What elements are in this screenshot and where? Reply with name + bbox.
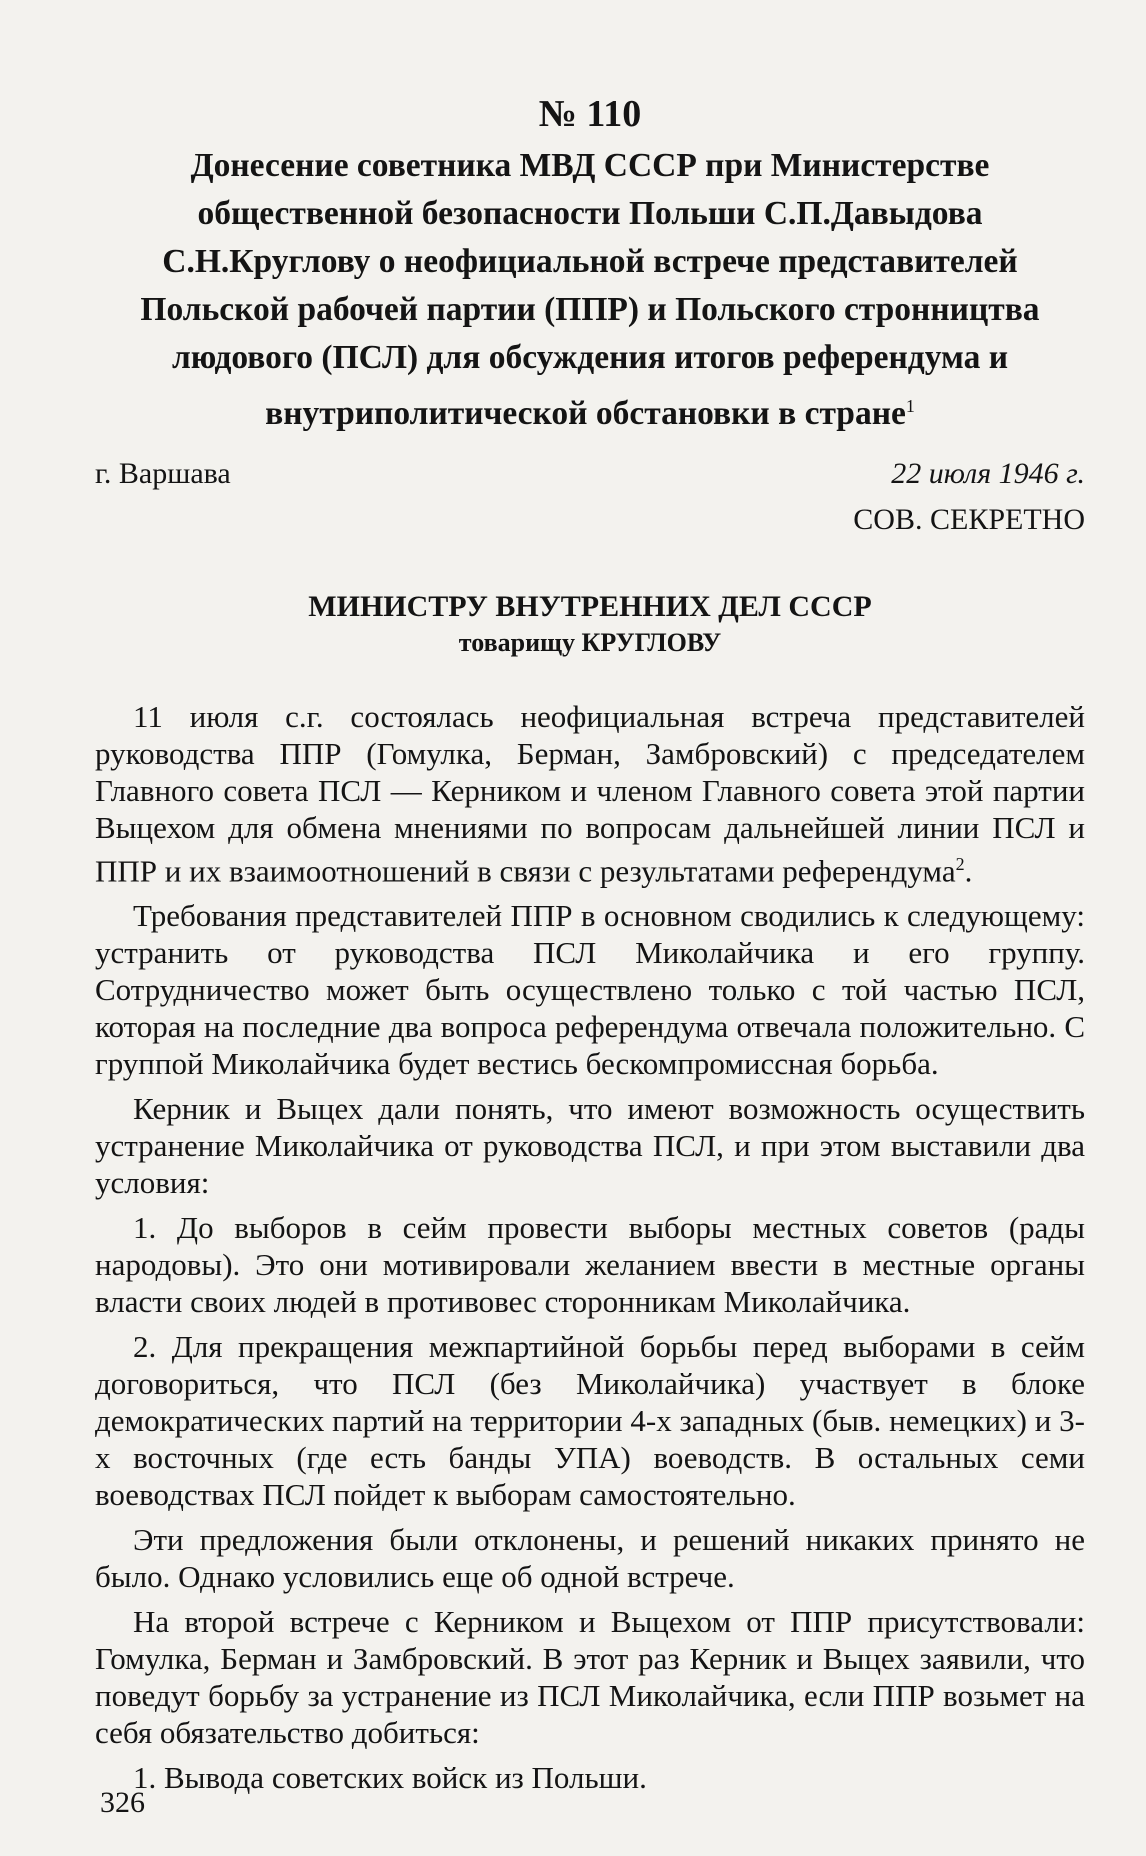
paragraph: Керник и Выцех дали понять, что имеют возможность осуществить устранение Миколайчика от руководства ПСЛ, и при этом выставили два условия:	[95, 1091, 1085, 1201]
document-heading	[95, 142, 1085, 438]
paragraph	[95, 698, 1085, 889]
paragraph: 1. Вывода советских войск из Польши.	[133, 1760, 647, 1796]
heading-footnote-marker: 1	[905, 396, 915, 416]
paragraph-tail: .	[964, 853, 973, 889]
paragraph-text: 11 июля с.г. состоялась неофициальная встреча представителей руководства ППР (Гомулка, Берман, Замбровский) с председателем Главного совета ПСЛ — Керником и членом Главного совета этой партии Выцехом для обмена мнениями по вопросам дальнейшей линии ПСЛ и ППР и их взаимоотношений в связи с результатами референдума	[95, 699, 1085, 889]
document-number: № 110	[538, 93, 642, 135]
date: 22 июля 1946 г.	[891, 457, 1085, 491]
paragraph: 1. До выборов в сейм провести выборы местных советов (рады народовы). Это они мотивировали желанием ввести в местные органы власти своих людей в противовес сторонникам Миколайчика.	[95, 1210, 1085, 1320]
paragraph: Эти предложения были отклонены, и решений никаких принято не было. Однако условились еще об одной встрече.	[95, 1522, 1085, 1595]
classification-stamp: СОВ. СЕКРЕТНО	[853, 503, 1085, 537]
body-text	[95, 698, 1085, 1796]
document-page	[95, 92, 1085, 1804]
place-date-row	[95, 454, 1085, 494]
addressee-name: товарищу КРУГЛОВУ	[458, 628, 722, 658]
paragraph: На второй встрече с Керником и Выцехом от ППР присутствовали: Гомулка, Берман и Замбровский. В этот раз Керник и Выцех заявили, что поведут борьбу за устранение из ПСЛ Миколайчика, если ППР возьмет на себя обязательство добиться:	[95, 1604, 1085, 1751]
page-number: 326	[100, 1786, 145, 1819]
title-block	[95, 92, 1085, 438]
paragraph: 2. Для прекращения межпартийной борьбы перед выборами в сейм договориться, что ПСЛ (без Миколайчика) участвует в блоке демократических партий на территории 4-х западных (быв. немецких) и 3-х восточных (где есть банды УПА) воеводств. В остальных семи воеводствах ПСЛ пойдет к выборам самостоятельно.	[95, 1329, 1085, 1513]
document-heading-text: Донесение советника МВД СССР при Министерстве общественной безопасности Польши С.П.Давыдова С.Н.Круглову о неофициальной встрече представителей Польской рабочей партии (ППР) и Польского стронництва людового (ПСЛ) для обсуждения итогов референдума и внутриполитической обстановки в стране	[140, 147, 1040, 433]
addressee-block	[95, 588, 1085, 660]
footnote-marker: 2	[955, 854, 965, 875]
place: г. Варшава	[95, 457, 231, 491]
paragraph: Требования представителей ППР в основном сводились к следующему: устранить от руководства ПСЛ Миколайчика и его группу. Сотрудничество может быть осуществлено только с той частью ПСЛ, которая на последние два вопроса референдума отвечала положительно. С группой Миколайчика будет вестись бескомпромиссная борьба.	[95, 898, 1085, 1082]
addressee-title: МИНИСТРУ ВНУТРЕННИХ ДЕЛ СССР	[308, 590, 872, 624]
